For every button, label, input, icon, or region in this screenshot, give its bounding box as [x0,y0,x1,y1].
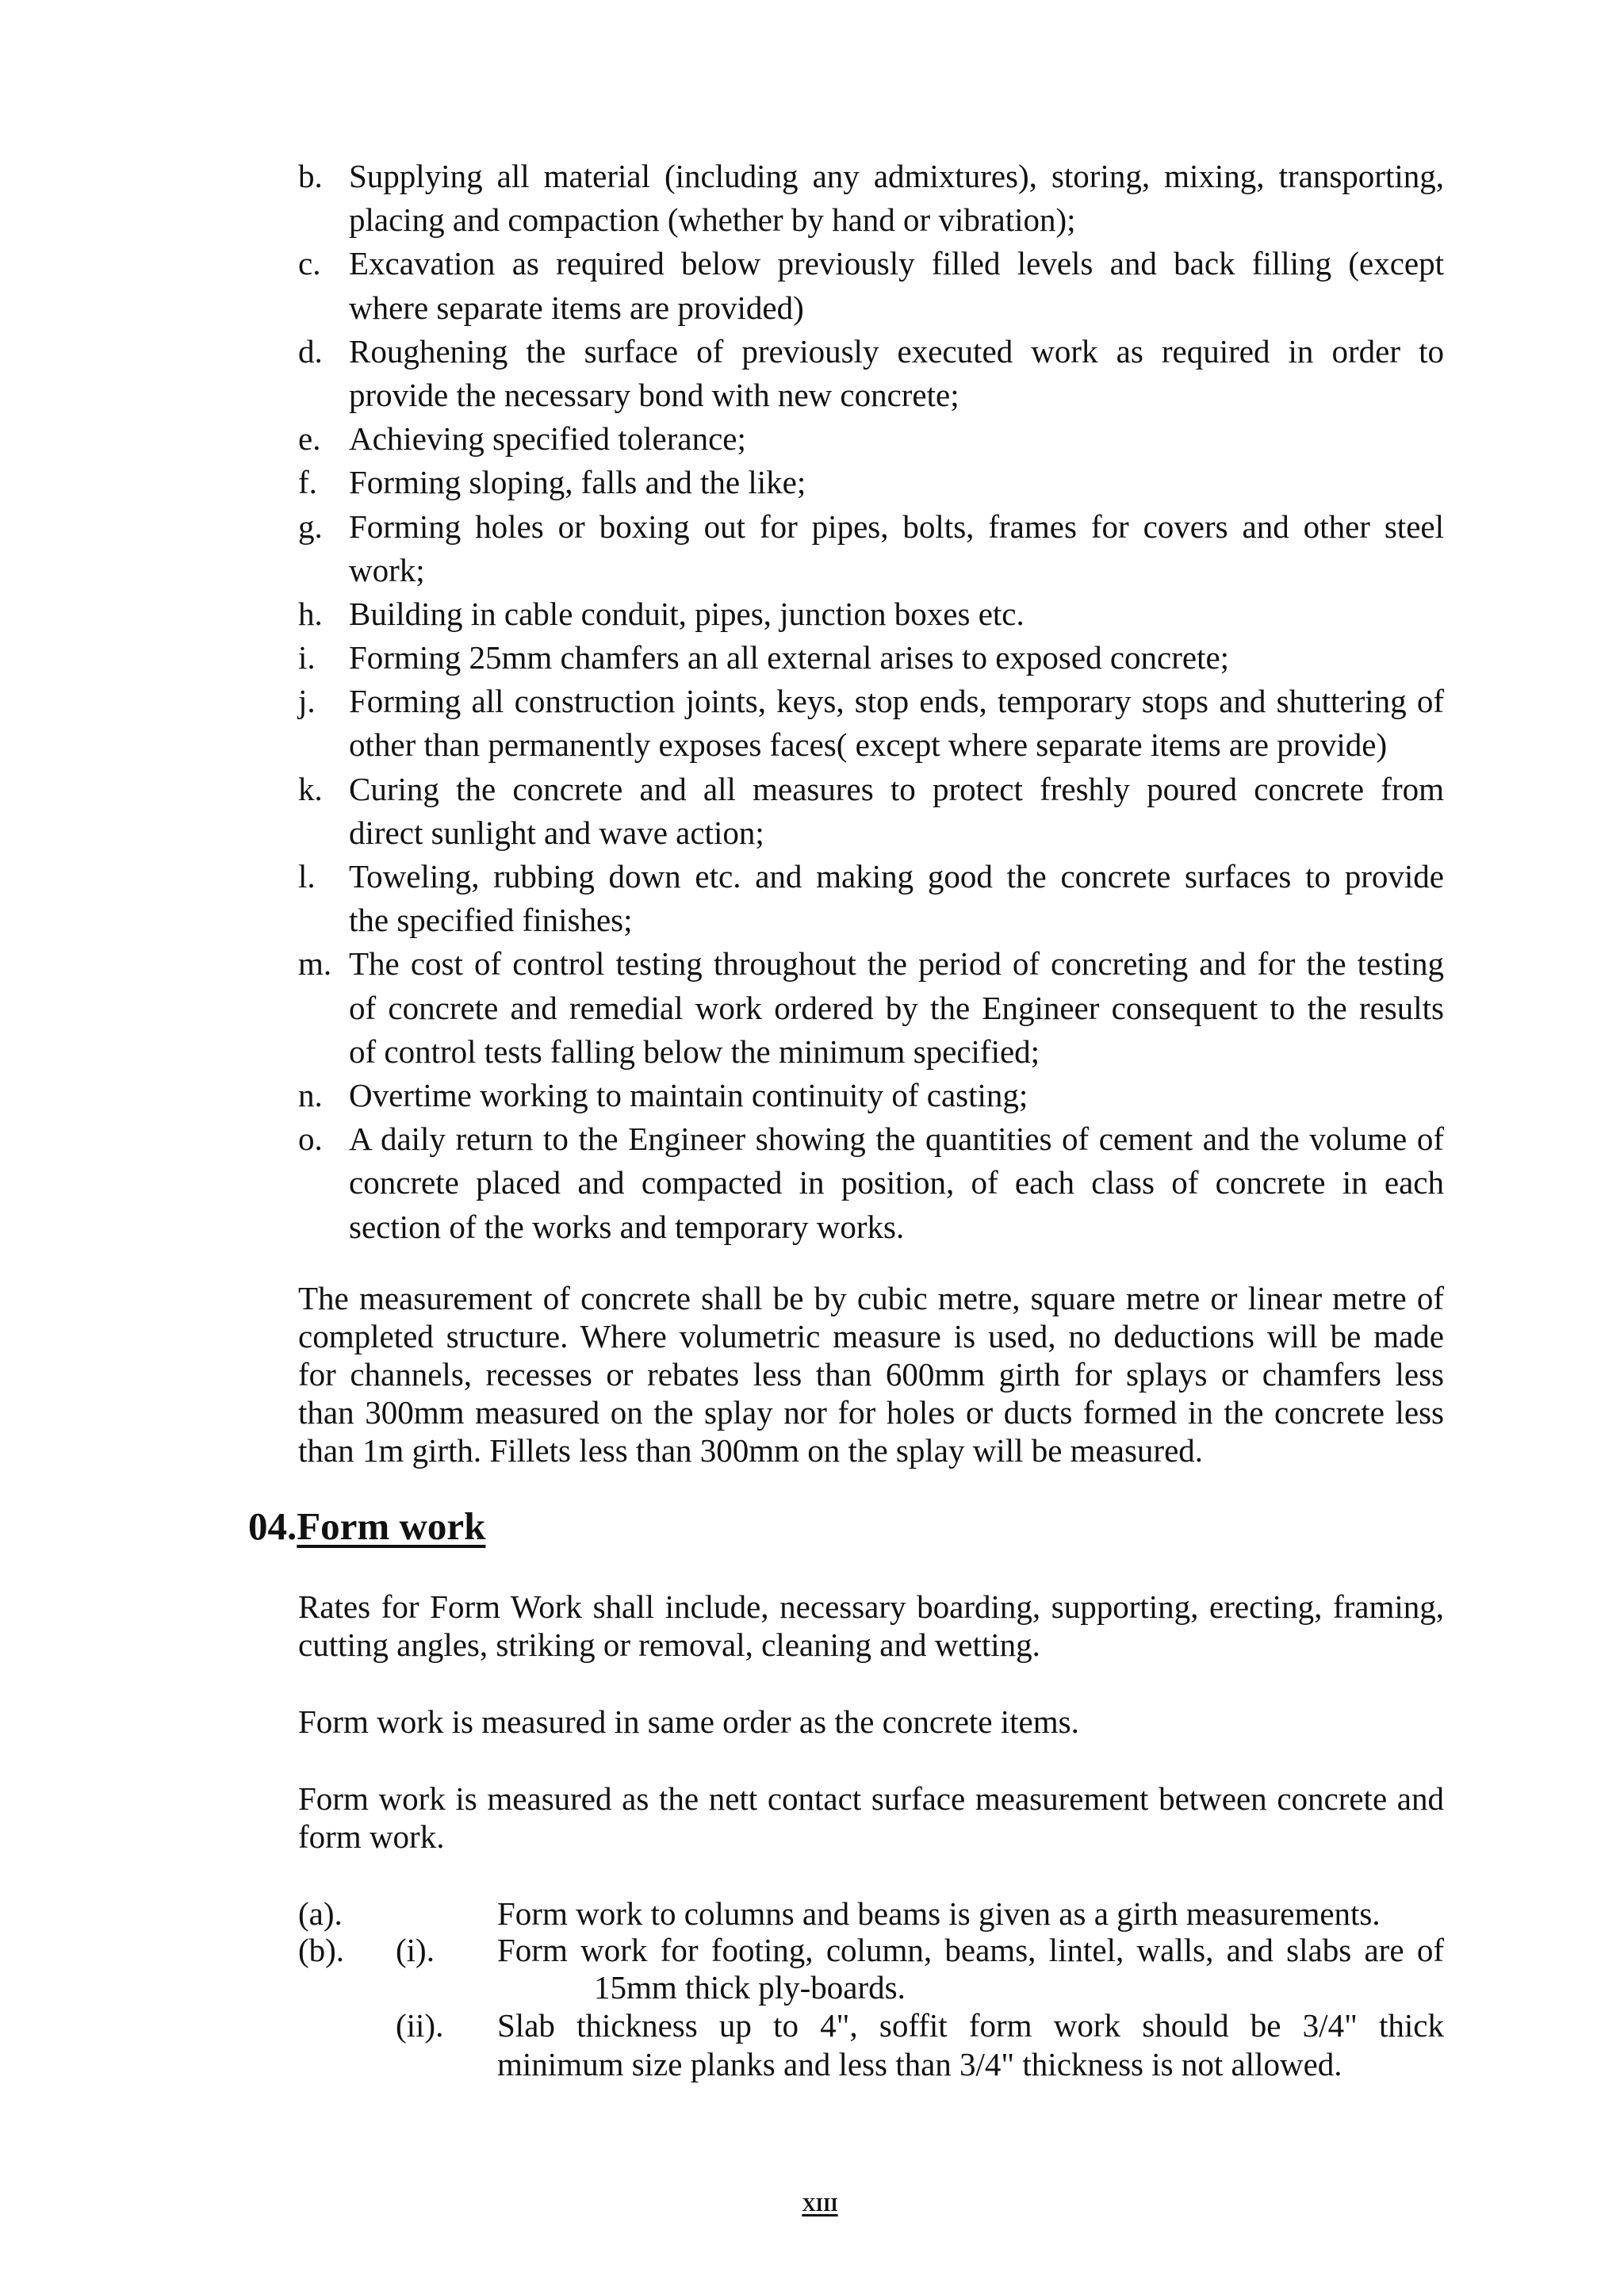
list-item-line: Forming holes or boxing out for pipes, bolts, frames for covers and other steel [349,508,1444,545]
section-number: 04. [248,1504,297,1548]
list-marker: l. [298,858,316,895]
list-item-line: Forming all construction joints, keys, stop ends, temporary stops and shuttering of [349,683,1444,720]
section-heading [248,1503,485,1550]
list-item-line: Roughening the surface of previously executed work as required in order to [349,332,1444,370]
list-item-line: Overtime working to maintain continuity of casting; [349,1076,1028,1113]
clause-sublabel-i: (i). [396,1932,435,1968]
clause-label-b: (b). [298,1932,345,1968]
list-marker: g. [298,508,323,545]
list-marker: k. [298,770,323,807]
list-item-k [298,768,1444,855]
list-item-c [298,242,1444,329]
list-marker: e. [298,420,321,458]
list-item-line: Supplying all material (including any admixtures), storing, mixing, transporting, [349,158,1444,194]
paragraph-line: cutting angles, striking or removal, cleaning and wetting. [298,1626,1040,1663]
list-item-l [298,855,1444,942]
list-item-g [298,505,1444,592]
list-item-n [298,1074,1444,1117]
list-marker: b. [298,158,323,194]
list-item-b [298,155,1444,242]
list-item-line: direct sunlight and wave action; [349,814,764,851]
list-item-line: provide the necessary bond with new concrete; [349,376,959,413]
list-item-line: of control tests falling below the minimum specified; [349,1033,1040,1070]
paragraph-line: for channels, recesses or rebates less than 600mm girth for splays or chamfers less [298,1356,1444,1393]
paragraph-line: than 1m girth. Fillets less than 300mm on the splay will be measured. [298,1432,1204,1469]
list-item-f [298,461,1444,504]
list-item-line: Curing the concrete and all measures to protect freshly poured concrete from [349,770,1444,807]
concrete-items-list [298,155,1444,1249]
paragraph-line: form work. [298,1818,445,1855]
clause-line: Form work to columns and beams is given as a girth measurements. [497,1895,1381,1932]
clause-line: 15mm thick ply-boards. [594,1969,906,2006]
order-paragraph [298,1703,1444,1741]
list-item-line: concrete placed and compacted in position, of each class of concrete in each [349,1164,1444,1201]
paragraph-line: completed structure. Where volumetric measure is used, no deductions will be made [298,1318,1444,1354]
list-item-line: Building in cable conduit, pipes, junction boxes etc. [349,595,1025,632]
list-marker: c. [298,245,321,282]
list-marker: n. [298,1076,323,1113]
rates-paragraph [298,1588,1444,1664]
list-item-line: other than permanently exposes faces( except where separate items are provide) [349,726,1388,764]
clause-label-a: (a). [298,1895,343,1932]
list-item-line: Forming sloping, falls and the like; [349,464,806,501]
list-item-o [298,1117,1444,1249]
list-item-line: Excavation as required below previously filled levels and back filling (except [349,245,1444,282]
list-item-e [298,417,1444,461]
list-item-line: work; [349,551,425,588]
list-item-i [298,636,1444,680]
list-marker: f. [298,464,317,501]
list-item-line: Achieving specified tolerance; [349,420,746,458]
clause-sublabel-ii: (ii). [396,2007,444,2044]
list-marker: o. [298,1121,323,1158]
list-item-line: Forming 25mm chamfers an all external arises to exposed concrete; [349,639,1230,676]
list-item-m [298,942,1444,1074]
list-item-line: where separate items are provided) [349,289,804,326]
list-marker: i. [298,639,316,676]
page-number: xiii [802,2188,838,2217]
list-marker: m. [298,945,332,983]
list-item-d [298,330,1444,417]
list-item-line: of concrete and remedial work ordered by the Engineer consequent to the results [349,989,1444,1026]
paragraph-line: Rates for Form Work shall include, necessary boarding, supporting, erecting, framing, [298,1588,1444,1625]
list-item-line: Toweling, rubbing down etc. and making good the concrete surfaces to provide [349,858,1444,895]
list-item-j [298,680,1444,767]
list-item-line: A daily return to the Engineer showing the quantities of cement and the volume of [349,1121,1444,1158]
list-item-line: The cost of control testing throughout the period of concreting and for the testing [349,945,1444,983]
list-item-line: the specified finishes; [349,902,633,939]
clause-line: Form work for footing, column, beams, lintel, walls, and slabs are of [497,1932,1444,1968]
list-marker: j. [298,683,316,720]
list-marker: h. [298,595,323,632]
clause-line: Slab thickness up to 4", soffit form work should be 3/4" thick [497,2007,1444,2044]
paragraph-line: Form work is measured in same order as the concrete items. [298,1703,1079,1740]
list-item-h [298,592,1444,636]
paragraph-line: Form work is measured as the nett contact surface measurement between concrete and [298,1780,1444,1817]
nett-surface-paragraph [298,1780,1444,1856]
list-item-line: placing and compaction (whether by hand or vibration); [349,201,1076,239]
paragraph-line: The measurement of concrete shall be by cubic metre, square metre or linear metre of [298,1280,1444,1316]
section-title: Form work [297,1504,486,1548]
list-marker: d. [298,332,323,370]
list-item-line: section of the works and temporary works. [349,1208,905,1245]
measurement-paragraph [298,1279,1444,1469]
paragraph-line: than 300mm measured on the splay nor for holes or ducts formed in the concrete less [298,1394,1444,1431]
clause-line: minimum size planks and less than 3/4" thickness is not allowed. [497,2046,1342,2082]
